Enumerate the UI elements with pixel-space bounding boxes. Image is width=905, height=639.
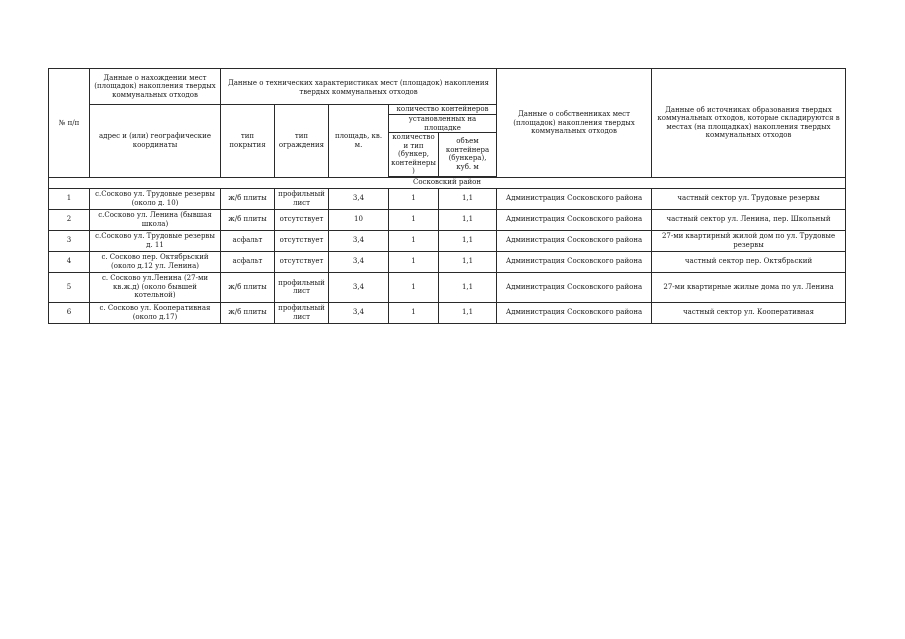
row-fence: профильный лист [275,302,329,323]
section-title: Сосковский район [49,177,846,188]
row-qty: 1 [389,230,439,251]
row-source: частный сектор ул. Трудовые резервы [652,188,846,209]
row-source: частный сектор ул. Ленина, пер. Школьный [652,209,846,230]
table-row [49,302,846,323]
row-volume: 1,1 [439,230,497,251]
row-number: 1 [49,188,90,209]
header-qty-type: количество и тип (бункер, контейнеры) [389,133,439,177]
header-containers-installed: установленных на площадке [389,115,497,133]
header-number: № п/п [49,69,90,178]
row-fence: профильный лист [275,272,329,302]
row-source: частный сектор ул. Кооперативная [652,302,846,323]
row-address: с.Сосково ул. Ленина (бывшая школа) [90,209,221,230]
header-volume: объем контейнера (бункера), куб. м [439,133,497,177]
header-containers-count: количество контейнеров [389,105,497,115]
row-volume: 1,1 [439,302,497,323]
table-row [49,188,846,209]
row-owner: Администрация Сосковского района [497,272,652,302]
row-surface: асфальт [221,230,275,251]
row-owner: Администрация Сосковского района [497,230,652,251]
header-area: площадь, кв. м. [329,105,389,178]
row-source: 27-ми квартирный жилой дом по ул. Трудовые резервы [652,230,846,251]
section-row [49,177,846,188]
header-row-1 [49,69,846,105]
row-volume: 1,1 [439,209,497,230]
row-number: 6 [49,302,90,323]
row-address: с. Сосково ул.Ленина (27-ми кв.ж.д) (около бывшей котельной) [90,272,221,302]
row-number: 3 [49,230,90,251]
row-surface: ж/б плиты [221,302,275,323]
row-address: с. Сосково пер. Октябрьский (около д.12 ул. Ленина) [90,251,221,272]
row-qty: 1 [389,302,439,323]
row-area: 3,4 [329,302,389,323]
row-fence: отсутствует [275,209,329,230]
row-surface: ж/б плиты [221,188,275,209]
row-qty: 1 [389,209,439,230]
row-qty: 1 [389,188,439,209]
row-qty: 1 [389,272,439,302]
row-fence: отсутствует [275,230,329,251]
row-area: 3,4 [329,230,389,251]
table-row [49,251,846,272]
row-owner: Администрация Сосковского района [497,251,652,272]
row-fence: отсутствует [275,251,329,272]
table-row [49,230,846,251]
header-fence: тип ограждения [275,105,329,178]
row-area: 10 [329,209,389,230]
table-row [49,272,846,302]
header-surface: тип покрытия [221,105,275,178]
row-surface: асфальт [221,251,275,272]
header-owners: Данные о собственниках мест (площадок) накопления твердых коммунальных отходов [497,69,652,178]
row-number: 5 [49,272,90,302]
row-owner: Администрация Сосковского района [497,188,652,209]
row-owner: Администрация Сосковского района [497,209,652,230]
row-source: частный сектор пер. Октябрьский [652,251,846,272]
row-volume: 1,1 [439,251,497,272]
row-address: с.Сосково ул. Трудовые резервы д. 11 [90,230,221,251]
row-address: с.Сосково ул. Трудовые резервы (около д. 10) [90,188,221,209]
row-fence: профильный лист [275,188,329,209]
row-number: 4 [49,251,90,272]
header-address: адрес и (или) географические координаты [90,105,221,178]
row-qty: 1 [389,251,439,272]
row-volume: 1,1 [439,272,497,302]
header-tech-group: Данные о технических характеристиках мест (площадок) накопления твердых коммунальных отходов [221,69,497,105]
row-owner: Администрация Сосковского района [497,302,652,323]
waste-sites-table [48,68,846,324]
row-volume: 1,1 [439,188,497,209]
row-source: 27-ми квартирные жилые дома по ул. Ленина [652,272,846,302]
row-area: 3,4 [329,272,389,302]
row-area: 3,4 [329,251,389,272]
row-area: 3,4 [329,188,389,209]
header-location-group: Данные о нахождении мест (площадок) накопления твердых коммунальных отходов [90,69,221,105]
table-row [49,209,846,230]
header-sources: Данные об источниках образования твердых коммунальных отходов, которые складируются в местах (на площадках) накопления твердых коммунальных отходов [652,69,846,178]
row-surface: ж/б плиты [221,272,275,302]
row-number: 2 [49,209,90,230]
row-address: с. Сосково ул. Кооперативная (около д.17) [90,302,221,323]
row-surface: ж/б плиты [221,209,275,230]
